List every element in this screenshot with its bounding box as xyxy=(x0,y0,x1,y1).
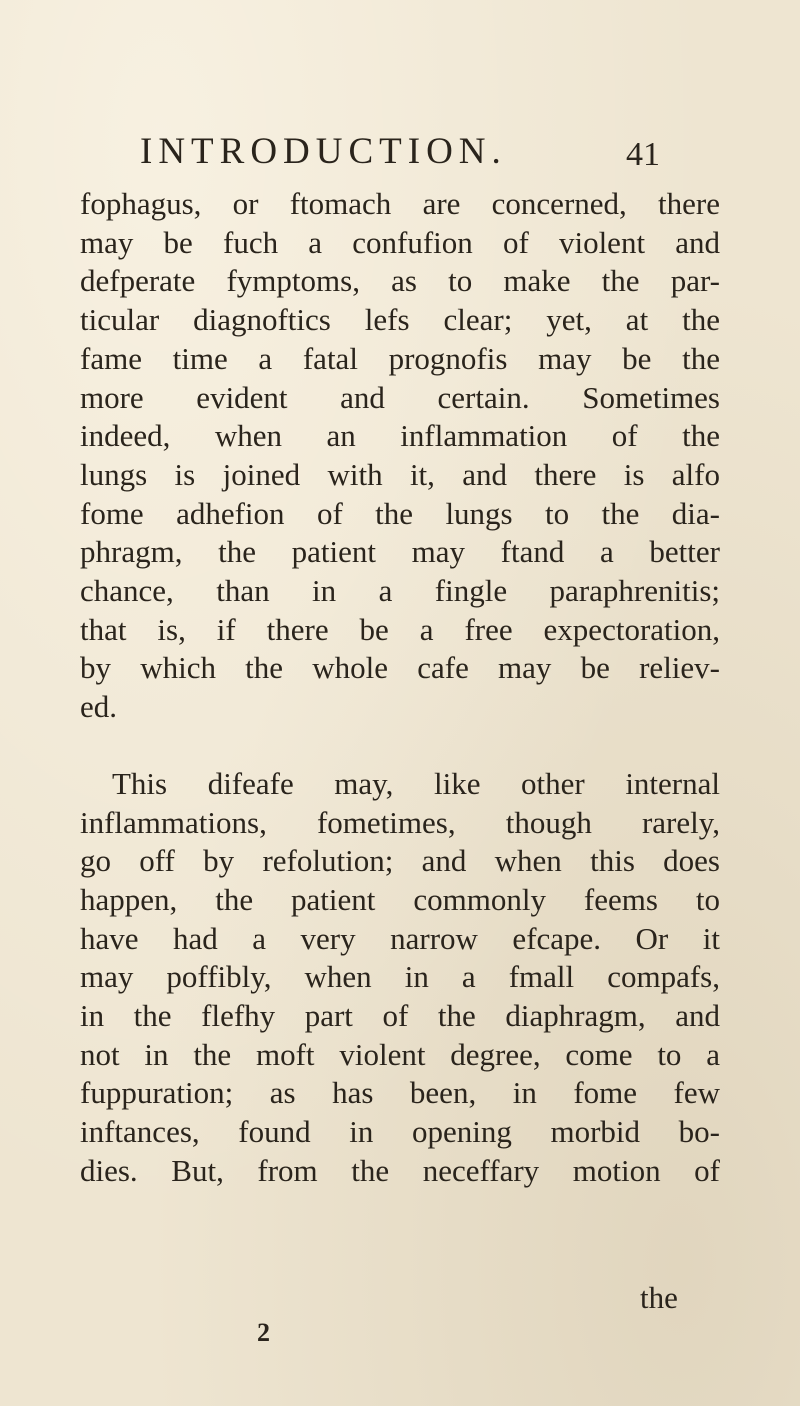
text-line: fame time a fatal prognofis may be the xyxy=(80,340,720,376)
signature-mark: 2 xyxy=(257,1318,270,1347)
text-line: This difeafe may, like other internal xyxy=(112,765,720,801)
text-line: inftances, found in opening morbid bo- xyxy=(80,1114,720,1150)
paragraph-2 xyxy=(80,765,720,1191)
text-line: in the flefhy part of the diaphragm, and xyxy=(80,998,720,1034)
text-line: lungs is joined with it, and there is alfo xyxy=(80,456,720,492)
text-line: have had a very narrow efcape. Or it xyxy=(80,920,720,956)
running-head: INTRODUCTION. xyxy=(140,131,507,172)
text-line: more evident and certain. Sometimes xyxy=(80,379,720,415)
text-line: dies. But, from the neceffary motion of xyxy=(80,1152,720,1188)
paragraph-1 xyxy=(80,185,720,727)
text-line: defperate fymptoms, as to make the par- xyxy=(80,263,720,299)
text-line: fophagus, or ftomach are concerned, there xyxy=(80,186,720,221)
text-line: ed. xyxy=(80,689,118,725)
text-line: chance, than in a fingle paraphrenitis; xyxy=(80,573,720,609)
text-line: indeed, when an inflammation of the xyxy=(80,418,720,454)
catchword: the xyxy=(640,1280,678,1315)
text-line: may be fuch a confufion of violent and xyxy=(80,224,720,260)
page-header xyxy=(140,130,660,180)
text-line: fome adhefion of the lungs to the dia- xyxy=(80,495,720,531)
text-line: that is, if there be a free expectoration, xyxy=(80,611,720,647)
text-line: phragm, the patient may ftand a better xyxy=(80,534,720,570)
text-line: happen, the patient commonly feems to xyxy=(80,881,720,917)
body-text xyxy=(80,185,720,1191)
text-line: go off by refolution; and when this does xyxy=(80,843,720,879)
text-line: not in the moft violent degree, come to a xyxy=(80,1036,720,1072)
text-line: fuppuration; as has been, in fome few xyxy=(80,1075,720,1111)
text-line: inflammations, fometimes, though rarely, xyxy=(80,804,720,840)
text-line: may poffibly, when in a fmall compafs, xyxy=(80,959,720,995)
text-line: ticular diagnoftics lefs clear; yet, at the xyxy=(80,302,720,338)
page-number: 41 xyxy=(626,136,660,173)
text-line: by which the whole cafe may be reliev- xyxy=(80,650,720,686)
